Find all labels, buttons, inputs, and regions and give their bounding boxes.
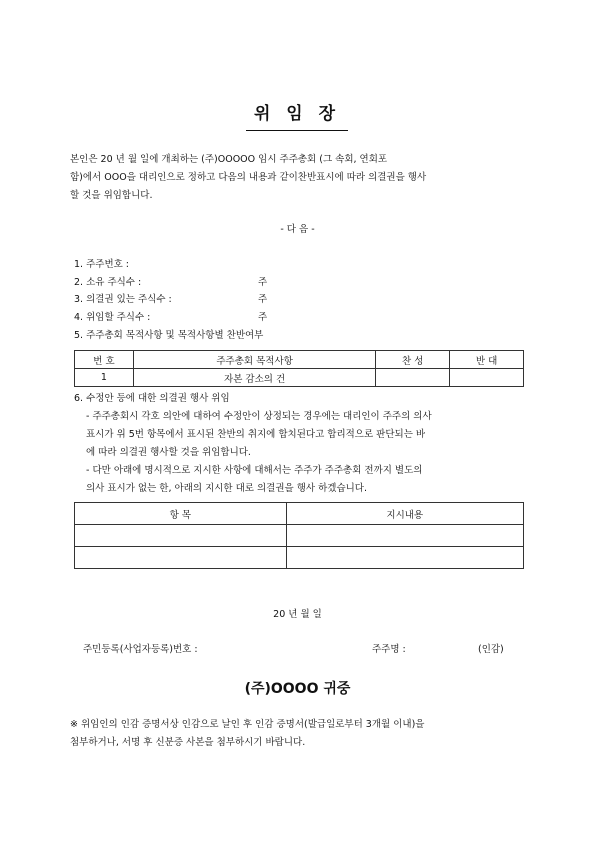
intro-line: 본인은 20 년 월 일에 개최하는 (주)OOOOO 임시 주주총회 (그 속회, 연회포 — [70, 154, 388, 165]
page-title: 위 임 장 — [246, 106, 348, 131]
oppose-cell[interactable] — [450, 369, 524, 387]
company-addressee: (주)OOOO 귀중 — [244, 681, 351, 697]
item-agenda-votes: 5. 주주총회 목적사항 및 목적사항별 찬반여부 — [74, 330, 264, 341]
vote-table — [74, 350, 524, 387]
table-row — [75, 525, 524, 547]
section6-line: 표시가 위 5번 항목에서 표시된 찬반의 취지에 합치된다고 합리적으로 판단되는 바 — [86, 429, 426, 440]
instruction-cell[interactable] — [286, 547, 523, 569]
header-number: 번 호 — [75, 351, 134, 369]
header-agenda: 주주총회 목적사항 — [133, 351, 375, 369]
item-shareholder-number: 1. 주주번호 : — [74, 259, 130, 270]
id-number-label: 주민등록(사업자등록)번호 : — [83, 644, 198, 655]
row-agenda: 자본 감소의 건 — [133, 369, 375, 387]
share-unit: 주 — [258, 294, 268, 305]
section6-line: - 다만 아래에 명시적으로 지시한 사항에 대해서는 주주가 주주총회 전까지 별도의 — [86, 465, 423, 476]
header-approve: 찬 성 — [376, 351, 450, 369]
table-header-row — [75, 351, 524, 369]
item-cell[interactable] — [75, 547, 287, 569]
header-oppose: 반 대 — [450, 351, 524, 369]
section6-line: 에 따라 의결권 행사할 것을 위임합니다. — [86, 447, 251, 458]
approve-cell[interactable] — [376, 369, 450, 387]
section6-line: - 주주총회시 각호 의안에 대하여 수정안이 상정되는 경우에는 대리인이 주주의 의사 — [86, 411, 432, 422]
shareholder-name-label: 주주명 : — [372, 644, 406, 655]
share-unit: 주 — [258, 277, 268, 288]
section-divider-label: - 다 음 - — [280, 224, 315, 235]
instruction-cell[interactable] — [286, 525, 523, 547]
item-owned-shares: 2. 소유 주식수 : — [74, 277, 142, 288]
row-number: 1 — [75, 369, 134, 387]
section6-heading: 6. 수정안 등에 대한 의결권 행사 위임 — [74, 393, 230, 404]
section6-line: 의사 표시가 없는 한, 아래의 지시한 대로 의결권을 행사 하겠습니다. — [86, 483, 367, 494]
note-line: 첨부하거나, 서명 후 신분증 사본을 첨부하시기 바랍니다. — [70, 737, 306, 748]
header-instruction: 지시내용 — [286, 503, 523, 525]
table-row — [75, 369, 524, 387]
item-delegated-shares: 4. 위임할 주식수 : — [74, 312, 151, 323]
date-line: 20 년 월 일 — [273, 609, 322, 620]
item-cell[interactable] — [75, 525, 287, 547]
table-row — [75, 547, 524, 569]
share-unit: 주 — [258, 312, 268, 323]
item-voting-shares: 3. 의결권 있는 주식수 : — [74, 294, 172, 305]
header-item: 항 목 — [75, 503, 287, 525]
table-header-row — [75, 503, 524, 525]
intro-line: 함)에서 OOO을 대리인으로 정하고 다음의 내용과 같이찬반표시에 따라 의결권을 행사 — [70, 172, 427, 183]
instruction-table — [74, 502, 524, 569]
intro-line: 할 것을 위임합니다. — [70, 190, 153, 201]
seal-label: (인감) — [478, 644, 504, 655]
note-line: ※ 위임인의 인감 증명서상 인감으로 날인 후 인감 증명서(발급일로부터 3개월 이내)을 — [70, 719, 425, 730]
